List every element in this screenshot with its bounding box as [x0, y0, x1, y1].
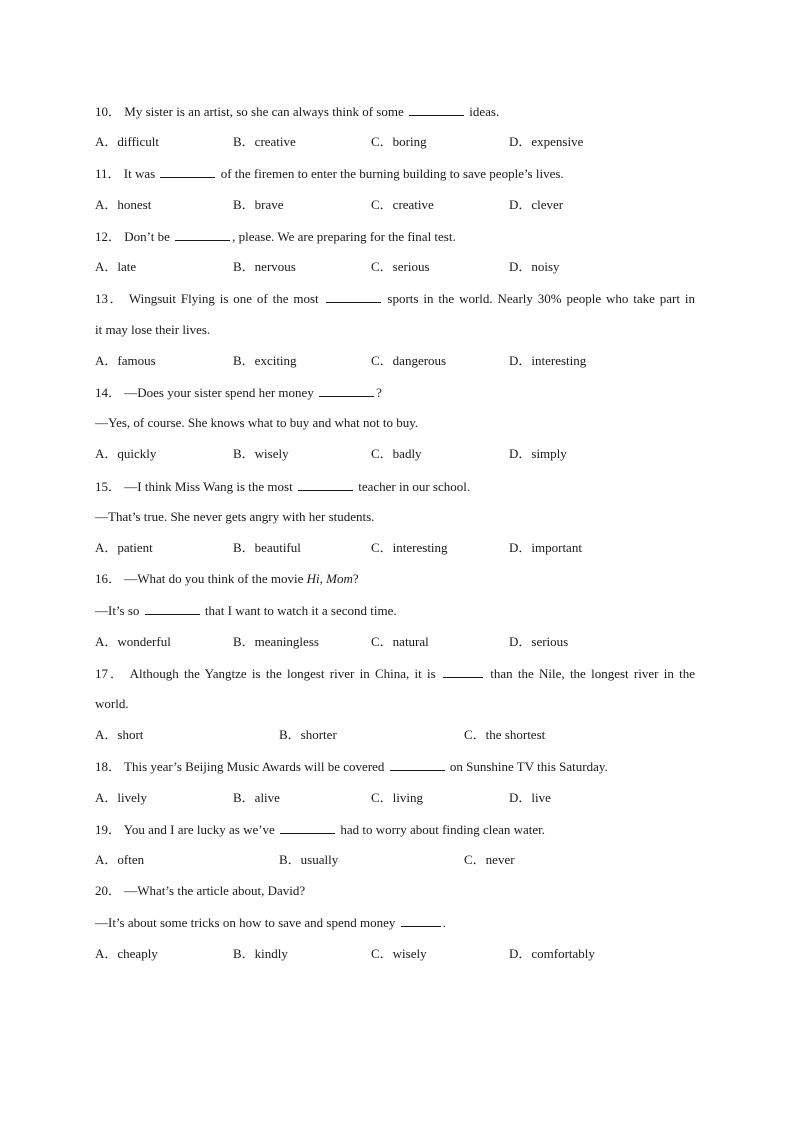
question-19	[95, 821, 545, 838]
question-number: 16．	[95, 571, 122, 586]
option-c[interactable]: C．dangerous	[371, 353, 447, 368]
question-stem: —Does your sister spend her money	[124, 385, 314, 400]
answer-blank	[298, 478, 353, 491]
option-d[interactable]: D．serious	[509, 634, 569, 649]
question-number: 13．	[95, 291, 125, 306]
option-d[interactable]: D．noisy	[509, 259, 560, 274]
question-13-continuation: it may lose their lives.	[95, 322, 211, 337]
option-d[interactable]: D．comfortably	[509, 946, 595, 961]
option-a[interactable]: A．honest	[95, 197, 152, 212]
question-stem: —I think Miss Wang is the most	[124, 479, 293, 494]
question-15	[95, 478, 470, 495]
question-14-reply: —Yes, of course. She knows what to buy and what not to buy.	[95, 415, 419, 430]
option-d[interactable]: D．important	[509, 540, 582, 555]
reply-stem: —It’s so	[95, 603, 140, 618]
option-b[interactable]: B．usually	[279, 852, 339, 867]
answer-blank	[409, 103, 464, 116]
option-d[interactable]: D．interesting	[509, 353, 587, 368]
question-number: 11．	[95, 166, 121, 181]
option-d[interactable]: D．expensive	[509, 134, 584, 149]
question-stem: —What’s the article about, David?	[124, 883, 306, 898]
reply-stem-end: that I want to watch it a second time.	[204, 603, 397, 618]
option-c[interactable]: C．badly	[371, 446, 422, 461]
answer-blank	[401, 914, 441, 927]
option-b[interactable]: B．exciting	[233, 353, 297, 368]
option-a[interactable]: A．often	[95, 852, 145, 867]
answer-blank	[160, 165, 215, 178]
question-12	[95, 228, 456, 245]
option-a[interactable]: A．patient	[95, 540, 153, 555]
option-d[interactable]: D．live	[509, 790, 551, 805]
option-a[interactable]: A．short	[95, 727, 144, 742]
question-number: 18．	[95, 759, 122, 774]
option-c[interactable]: C．boring	[371, 134, 427, 149]
option-c[interactable]: C．wisely	[371, 946, 427, 961]
option-b[interactable]: B．nervous	[233, 259, 296, 274]
option-b[interactable]: B．shorter	[279, 727, 337, 742]
option-b[interactable]: B．alive	[233, 790, 280, 805]
option-a[interactable]: A．wonderful	[95, 634, 171, 649]
question-17-continuation: world.	[95, 696, 129, 711]
option-b[interactable]: B．kindly	[233, 946, 288, 961]
question-15-reply: —That’s true. She never gets angry with her students.	[95, 509, 375, 524]
question-stem-end: ideas.	[469, 104, 500, 119]
answer-blank	[443, 665, 483, 678]
question-stem-end: ?	[376, 385, 382, 400]
question-number: 12．	[95, 229, 122, 244]
question-number: 10．	[95, 104, 122, 119]
question-stem: Don’t be	[124, 229, 170, 244]
option-b[interactable]: B．beautiful	[233, 540, 301, 555]
option-c[interactable]: C．creative	[371, 197, 434, 212]
question-16	[95, 571, 359, 587]
question-18	[95, 758, 608, 775]
question-stem: Although the Yangtze is the longest river in China, it is	[129, 666, 436, 681]
option-b[interactable]: B．wisely	[233, 446, 289, 461]
answer-blank	[319, 384, 374, 397]
question-number: 14．	[95, 385, 122, 400]
answer-blank	[175, 228, 230, 241]
answer-blank	[390, 758, 445, 771]
option-b[interactable]: B．creative	[233, 134, 296, 149]
question-10	[95, 103, 499, 120]
option-c[interactable]: C．interesting	[371, 540, 448, 555]
question-stem: Wingsuit Flying is one of the most	[128, 291, 319, 306]
question-stem: You and I are lucky as we’ve	[123, 822, 275, 837]
question-14	[95, 384, 382, 401]
option-a[interactable]: A．cheaply	[95, 946, 158, 961]
answer-blank	[326, 290, 381, 303]
option-a[interactable]: A．famous	[95, 353, 156, 368]
reply-stem: —It’s about some tricks on how to save and spend money	[95, 915, 396, 930]
question-stem-end: ?	[352, 571, 359, 586]
question-stem: This year’s Beijing Music Awards will be covered	[124, 759, 385, 774]
question-stem: —What do you think of the movie	[124, 571, 304, 586]
question-number: 15．	[95, 479, 122, 494]
question-20	[95, 883, 305, 899]
option-a[interactable]: A．quickly	[95, 446, 157, 461]
question-stem-end: , please. We are preparing for the final test.	[232, 229, 456, 244]
answer-blank	[280, 821, 335, 834]
option-d[interactable]: D．simply	[509, 446, 567, 461]
question-stem-end: than the Nile, the longest river in the	[490, 666, 695, 681]
question-stem-end: on Sunshine TV this Saturday.	[449, 759, 608, 774]
question-stem-end: teacher in our school.	[358, 479, 471, 494]
answer-blank	[145, 602, 200, 615]
option-b[interactable]: B．brave	[233, 197, 284, 212]
movie-title: Hi, Mom	[306, 571, 353, 586]
option-b[interactable]: B．meaningless	[233, 634, 319, 649]
option-a[interactable]: A．late	[95, 259, 137, 274]
option-c[interactable]: C．serious	[371, 259, 430, 274]
question-number: 20．	[95, 883, 122, 898]
question-20-reply	[95, 914, 446, 931]
question-stem: It was	[123, 166, 156, 181]
option-c[interactable]: C．never	[464, 852, 515, 867]
question-13	[95, 290, 695, 307]
option-d[interactable]: D．clever	[509, 197, 564, 212]
option-c[interactable]: C．natural	[371, 634, 429, 649]
option-a[interactable]: A．difficult	[95, 134, 160, 149]
question-number: 17．	[95, 666, 126, 681]
option-c[interactable]: C．the shortest	[464, 727, 546, 742]
question-stem-end: had to worry about finding clean water.	[340, 822, 546, 837]
question-stem: My sister is an artist, so she can always think of some	[124, 104, 404, 119]
option-a[interactable]: A．lively	[95, 790, 147, 805]
question-16-reply	[95, 602, 397, 619]
question-number: 19．	[95, 822, 122, 837]
question-17	[95, 665, 695, 682]
question-11	[95, 165, 564, 182]
question-stem-end: of the firemen to enter the burning building to save people’s lives.	[220, 166, 564, 181]
question-stem-end: sports in the world. Nearly 30% people who take part in	[387, 291, 695, 306]
reply-stem-end: .	[442, 915, 446, 930]
option-c[interactable]: C．living	[371, 790, 424, 805]
